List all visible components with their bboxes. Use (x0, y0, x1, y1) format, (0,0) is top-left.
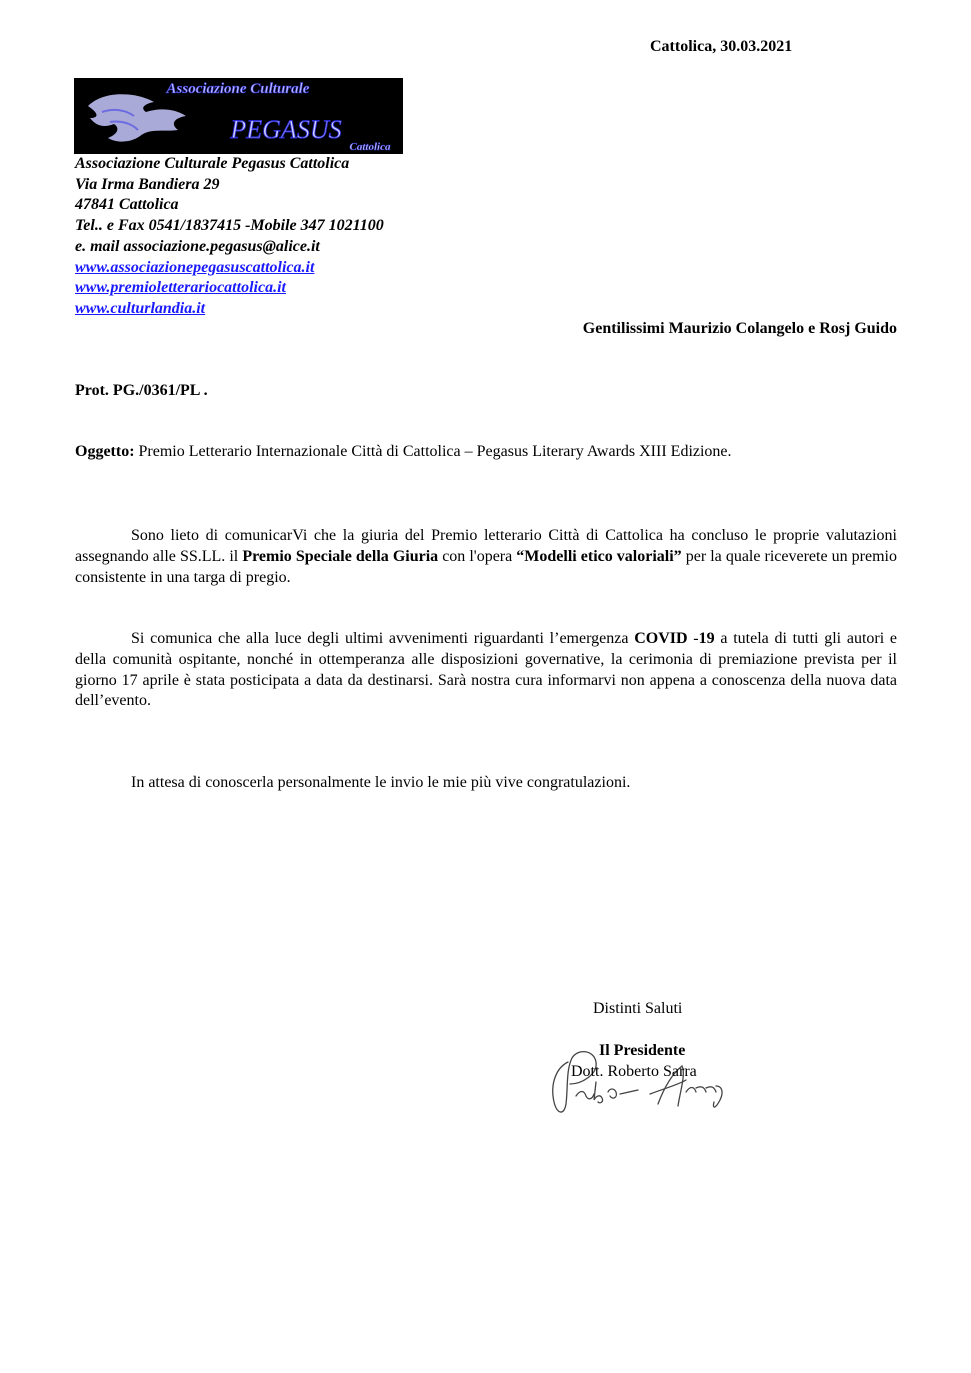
subject-label: Oggetto: (75, 443, 135, 460)
handwritten-signature (546, 1044, 736, 1120)
sender-name: Associazione Culturale Pegasus Cattolica (75, 155, 350, 172)
logo-top-text: Associazione Culturale (166, 81, 310, 97)
sender-city: 47841 Cattolica (75, 196, 179, 214)
p1-text-a: Sono lieto di comunicarVi che la giuria del Premio letterario Città di Cattolica ha concluso le proprie valutazioni assegnando alle SS.LL. il (75, 527, 897, 565)
covid-word: COVID (634, 630, 688, 647)
link-premio-letterario[interactable]: www.premioletterariocattolica.it (75, 279, 286, 297)
p2-text-c: - (687, 630, 699, 647)
award-name: Premio Speciale della Giuria (242, 547, 439, 565)
work-title: “Modelli etico valoriali” (516, 547, 682, 565)
closing-greeting: Distinti Saluti (593, 1000, 683, 1017)
pegasus-logo (74, 78, 403, 154)
logo-main-text: PEGASUS (230, 115, 342, 144)
link-culturlandia[interactable]: www.culturlandia.it (75, 299, 206, 317)
body-paragraph-3: In attesa di conoscerla personalmente le invio le mie più vive congratulazioni. (131, 774, 631, 791)
body-paragraph-1 (75, 526, 897, 588)
sender-street: Via Irma Bandiera 29 (75, 175, 220, 193)
sender-phone: Tel.. e Fax 0541/1837415 -Mobile 347 1021100 (75, 217, 384, 235)
signatory-title: Il Presidente (599, 1042, 686, 1059)
recipient: Gentilissimi Maurizio Colangelo e Rosj Guido (582, 320, 897, 337)
p1-text-e: per la quale riceverete un premio consistente in una targa di pregio. (75, 547, 898, 586)
protocol-number: Prot. PG./0361/PL . (75, 382, 208, 399)
logo-sub-text: Cattolica (349, 141, 391, 153)
covid-number: 19 (698, 630, 715, 647)
subject-line (75, 443, 732, 461)
sender-block (75, 154, 384, 320)
sender-email: e. mail associazione.pegasus@alice.it (75, 237, 320, 255)
signatory-name: Dott. Roberto Sarra (571, 1063, 697, 1080)
letter-date: Cattolica, 30.03.2021 (650, 38, 793, 55)
p2-text-e: a tutela di tutti gli autori e della comunità ospitante, nonché in ottemperanza alle disposizioni governative, la cerimonia di premiazione prevista per il giorno 17 aprile è stata posticipata a data da destinarsi. Sarà nostra cura informarvi non appena a conoscenza della nuova data dell’evento. (75, 630, 898, 710)
p1-text-c: con l'opera (438, 547, 517, 565)
p2-text-a: Si comunica che alla luce degli ultimi avvenimenti riguardanti l’emergenza (131, 630, 635, 647)
link-associazione[interactable]: www.associazionepegasuscattolica.it (75, 258, 315, 276)
body-paragraph-2 (75, 629, 897, 712)
subject-text: Premio Letterario Internazionale Città di Cattolica – Pegasus Literary Awards XIII Edizione. (138, 443, 732, 460)
